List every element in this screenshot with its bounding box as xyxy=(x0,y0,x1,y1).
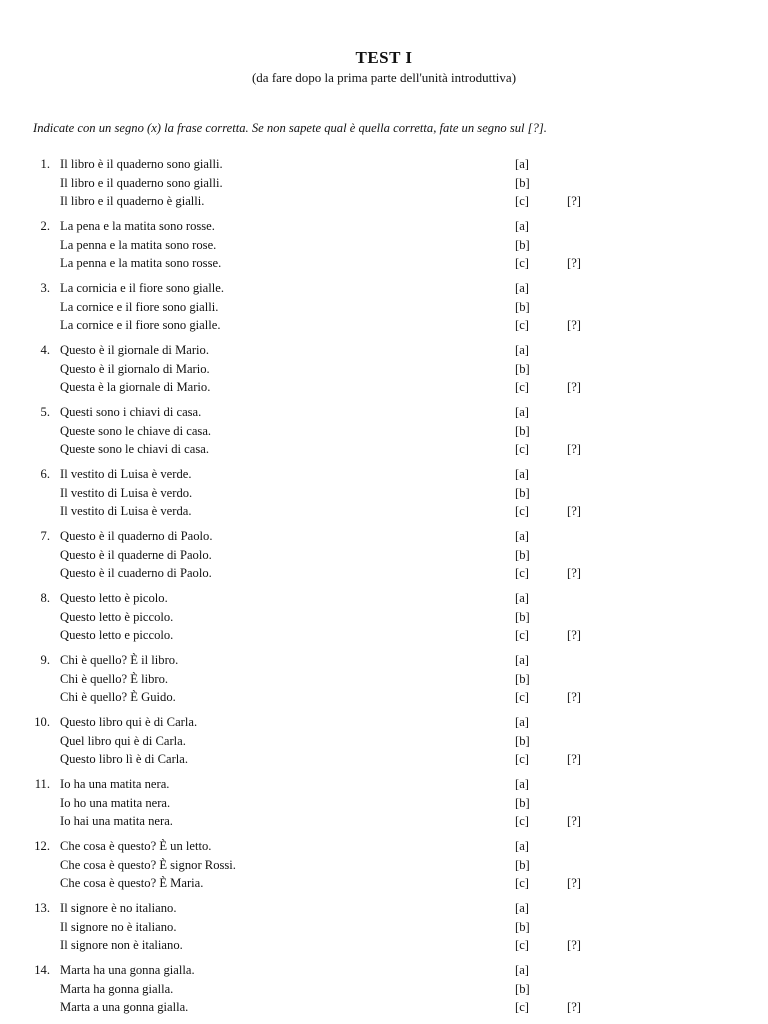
question-number: 2. xyxy=(40,219,50,233)
answer-option xyxy=(0,403,768,422)
question-number: 12. xyxy=(34,839,50,853)
option-sentence: Il libro è il quaderno sono gialli. xyxy=(60,157,223,171)
option-sentence: La penna e la matita sono rosse. xyxy=(60,256,222,270)
option-checkbox[interactable]: [c] xyxy=(515,814,529,828)
option-sentence: Il libro e il quaderno è gialli. xyxy=(60,194,205,208)
option-sentence: Questo è il quaderno di Paolo. xyxy=(60,529,213,543)
unknown-checkbox[interactable]: [?] xyxy=(567,814,581,828)
option-checkbox[interactable]: [b] xyxy=(515,299,530,314)
unknown-checkbox[interactable]: [?] xyxy=(567,690,581,704)
question-number: 13. xyxy=(34,901,50,915)
option-checkbox[interactable]: [b] xyxy=(515,795,530,810)
option-checkbox[interactable]: [b] xyxy=(515,175,530,190)
option-sentence: Marta a una gonna gialla. xyxy=(60,1000,189,1014)
answer-option xyxy=(0,589,768,608)
option-sentence: Io ho una matita nera. xyxy=(60,795,171,810)
answer-option xyxy=(0,422,768,441)
question-item xyxy=(0,651,768,713)
option-checkbox[interactable]: [c] xyxy=(515,194,529,208)
option-checkbox[interactable]: [b] xyxy=(515,547,530,562)
option-checkbox[interactable]: [a] xyxy=(515,467,529,481)
answer-option xyxy=(0,837,768,856)
option-checkbox[interactable]: [a] xyxy=(515,839,529,853)
question-list xyxy=(0,155,768,1023)
option-sentence: Queste sono le chiave di casa. xyxy=(60,423,212,438)
option-checkbox[interactable]: [c] xyxy=(515,504,529,518)
answer-option xyxy=(0,998,768,1017)
question-item xyxy=(0,465,768,527)
question-number: 4. xyxy=(40,343,50,357)
answer-option xyxy=(0,670,768,689)
unknown-checkbox[interactable]: [?] xyxy=(567,194,581,208)
option-sentence: La cornice e il fiore sono gialle. xyxy=(60,318,221,332)
option-checkbox[interactable]: [a] xyxy=(515,901,529,915)
question-item xyxy=(0,961,768,1023)
answer-option xyxy=(0,217,768,236)
option-sentence: Quel libro qui è di Carla. xyxy=(60,733,186,748)
question-number: 7. xyxy=(40,529,50,543)
option-checkbox[interactable]: [b] xyxy=(515,857,530,872)
answer-option xyxy=(0,936,768,955)
answer-option xyxy=(0,961,768,980)
option-checkbox[interactable]: [c] xyxy=(515,1000,529,1014)
option-checkbox[interactable]: [c] xyxy=(515,256,529,270)
option-sentence: Questo libro lì è di Carla. xyxy=(60,752,189,766)
answer-option xyxy=(0,465,768,484)
option-checkbox[interactable]: [c] xyxy=(515,876,529,890)
question-number: 5. xyxy=(40,405,50,419)
option-sentence: Questi sono i chiavi di casa. xyxy=(60,405,202,419)
option-sentence: Che cosa è questo? È Maria. xyxy=(60,876,204,890)
question-item xyxy=(0,899,768,961)
option-checkbox[interactable]: [b] xyxy=(515,485,530,500)
option-checkbox[interactable]: [a] xyxy=(515,405,529,419)
question-item xyxy=(0,403,768,465)
option-sentence: Io ha una matita nera. xyxy=(60,777,170,791)
question-number: 9. xyxy=(40,653,50,667)
answer-option xyxy=(0,732,768,751)
answer-option xyxy=(0,546,768,565)
option-sentence: Il signore è no italiano. xyxy=(60,901,177,915)
option-checkbox[interactable]: [c] xyxy=(515,938,529,952)
option-sentence: La pena e la matita sono rosse. xyxy=(60,219,215,233)
answer-option xyxy=(0,775,768,794)
answer-option xyxy=(0,236,768,255)
option-checkbox[interactable]: [a] xyxy=(515,219,529,233)
option-checkbox[interactable]: [b] xyxy=(515,237,530,252)
option-checkbox[interactable]: [a] xyxy=(515,591,529,605)
option-checkbox[interactable]: [a] xyxy=(515,281,529,295)
question-number: 1. xyxy=(40,157,50,171)
unknown-checkbox[interactable]: [?] xyxy=(567,628,581,642)
unknown-checkbox[interactable]: [?] xyxy=(567,380,581,394)
answer-option xyxy=(0,794,768,813)
answer-option xyxy=(0,527,768,546)
question-item xyxy=(0,837,768,899)
answer-option xyxy=(0,899,768,918)
unknown-checkbox[interactable]: [?] xyxy=(567,1000,581,1014)
answer-option xyxy=(0,874,768,893)
option-checkbox[interactable]: [a] xyxy=(515,157,529,171)
option-sentence: Questo letto è picolo. xyxy=(60,591,168,605)
answer-option xyxy=(0,174,768,193)
question-number: 14. xyxy=(34,963,50,977)
unknown-checkbox[interactable]: [?] xyxy=(567,938,581,952)
question-item xyxy=(0,217,768,279)
option-checkbox[interactable]: [c] xyxy=(515,380,529,394)
option-checkbox[interactable]: [a] xyxy=(515,777,529,791)
option-sentence: Il signore no è italiano. xyxy=(60,919,177,934)
question-number: 6. xyxy=(40,467,50,481)
answer-option xyxy=(0,298,768,317)
option-sentence: Questo è il giornalo di Mario. xyxy=(60,361,210,376)
option-sentence: Che cosa è questo? È un letto. xyxy=(60,839,212,853)
option-sentence: Io hai una matita nera. xyxy=(60,814,173,828)
answer-option xyxy=(0,626,768,645)
option-checkbox[interactable]: [a] xyxy=(515,653,529,667)
option-sentence: Che cosa è questo? È signor Rossi. xyxy=(60,857,236,872)
option-sentence: La penna e la matita sono rose. xyxy=(60,237,217,252)
answer-option xyxy=(0,360,768,379)
answer-option xyxy=(0,484,768,503)
answer-option xyxy=(0,502,768,521)
option-sentence: Questa è la giornale di Mario. xyxy=(60,380,211,394)
option-sentence: Il vestito di Luisa è verde. xyxy=(60,467,192,481)
unknown-checkbox[interactable]: [?] xyxy=(567,504,581,518)
option-sentence: Questo è il quaderne di Paolo. xyxy=(60,547,212,562)
option-checkbox[interactable]: [b] xyxy=(515,671,530,686)
option-checkbox[interactable]: [c] xyxy=(515,318,529,332)
option-checkbox[interactable]: [a] xyxy=(515,963,529,977)
option-sentence: Il libro e il quaderno sono gialli. xyxy=(60,175,223,190)
unknown-checkbox[interactable]: [?] xyxy=(567,752,581,766)
option-checkbox[interactable]: [c] xyxy=(515,566,529,580)
option-checkbox[interactable]: [c] xyxy=(515,690,529,704)
option-sentence: La cornice e il fiore sono gialli. xyxy=(60,299,219,314)
question-item xyxy=(0,155,768,217)
unknown-checkbox[interactable]: [?] xyxy=(567,876,581,890)
option-sentence: Chi è quello? È il libro. xyxy=(60,653,179,667)
answer-option xyxy=(0,316,768,335)
option-checkbox[interactable]: [a] xyxy=(515,715,529,729)
option-sentence: Chi è quello? È Guido. xyxy=(60,690,176,704)
page-subtitle: (da fare dopo la prima parte dell'unità introduttiva) xyxy=(251,70,517,85)
answer-option xyxy=(0,713,768,732)
option-checkbox[interactable]: [b] xyxy=(515,609,530,624)
option-sentence: Il signore non è italiano. xyxy=(60,938,183,952)
option-checkbox[interactable]: [b] xyxy=(515,981,530,996)
answer-option xyxy=(0,651,768,670)
option-checkbox[interactable]: [a] xyxy=(515,529,529,543)
option-checkbox[interactable]: [c] xyxy=(515,628,529,642)
answer-option xyxy=(0,812,768,831)
option-sentence: Il vestito di Luisa è verdo. xyxy=(60,485,193,500)
answer-option xyxy=(0,688,768,707)
option-checkbox[interactable]: [c] xyxy=(515,752,529,766)
option-sentence: Questo è il cuaderno di Paolo. xyxy=(60,566,212,580)
option-checkbox[interactable]: [a] xyxy=(515,343,529,357)
option-sentence: Marta ha gonna gialla. xyxy=(60,981,174,996)
answer-option xyxy=(0,750,768,769)
answer-option xyxy=(0,980,768,999)
answer-option xyxy=(0,155,768,174)
question-item xyxy=(0,775,768,837)
question-number: 10. xyxy=(34,715,50,729)
option-checkbox[interactable]: [b] xyxy=(515,423,530,438)
option-sentence: Questo libro qui è di Carla. xyxy=(60,715,198,729)
question-item xyxy=(0,341,768,403)
instructions: Indicate con un segno (x) la frase corretta. Se non sapete qual è quella corretta, fate un segno sul [?]. xyxy=(33,121,547,135)
question-item xyxy=(0,589,768,651)
question-number: 3. xyxy=(40,281,50,295)
option-checkbox[interactable]: [b] xyxy=(515,919,530,934)
page-title: TEST I xyxy=(355,48,413,67)
option-sentence: Questo letto e piccolo. xyxy=(60,628,174,642)
answer-option xyxy=(0,564,768,583)
unknown-checkbox[interactable]: [?] xyxy=(567,256,581,270)
answer-option xyxy=(0,856,768,875)
option-checkbox[interactable]: [b] xyxy=(515,361,530,376)
option-checkbox[interactable]: [c] xyxy=(515,442,529,456)
question-number: 8. xyxy=(40,591,50,605)
option-sentence: Questo letto è piccolo. xyxy=(60,609,174,624)
answer-option xyxy=(0,440,768,459)
option-checkbox[interactable]: [b] xyxy=(515,733,530,748)
answer-option xyxy=(0,279,768,298)
question-item xyxy=(0,713,768,775)
option-sentence: Marta ha una gonna gialla. xyxy=(60,963,195,977)
option-sentence: Il vestito di Luisa è verda. xyxy=(60,504,192,518)
answer-option xyxy=(0,378,768,397)
answer-option xyxy=(0,918,768,937)
answer-option xyxy=(0,608,768,627)
question-item xyxy=(0,279,768,341)
unknown-checkbox[interactable]: [?] xyxy=(567,442,581,456)
question-item xyxy=(0,527,768,589)
option-sentence: La cornicia e il fiore sono gialle. xyxy=(60,281,225,295)
answer-option xyxy=(0,192,768,211)
option-sentence: Chi è quello? È libro. xyxy=(60,671,169,686)
unknown-checkbox[interactable]: [?] xyxy=(567,318,581,332)
answer-option xyxy=(0,254,768,273)
unknown-checkbox[interactable]: [?] xyxy=(567,566,581,580)
option-sentence: Questo è il giornale di Mario. xyxy=(60,343,209,357)
question-number: 11. xyxy=(34,777,50,791)
option-sentence: Queste sono le chiavi di casa. xyxy=(60,442,209,456)
answer-option xyxy=(0,341,768,360)
